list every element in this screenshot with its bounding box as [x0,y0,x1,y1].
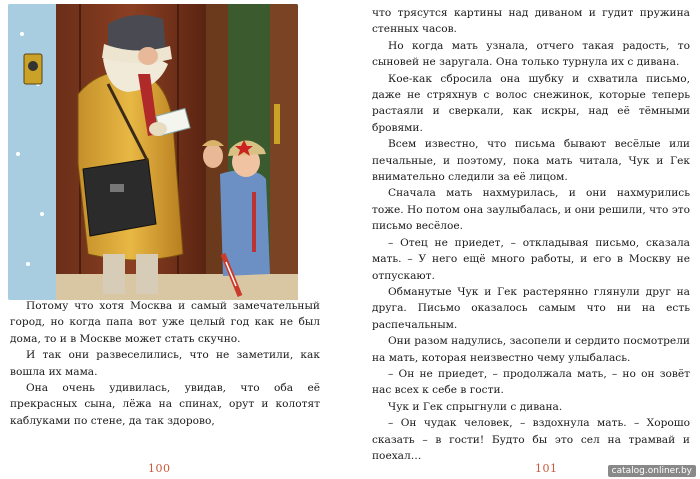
right-page-text [372,5,690,464]
paragraph: – Он чудак человек, – вздохнула мать. – Хорошо сказать – в гости! Будто бы это сел на трамвай и поехал… [372,417,690,462]
paragraph: Обманутые Чук и Гек растерянно глянули друг на друга. Письмо оказалось самым что ни на есть распечальным. [372,285,690,331]
paragraph: – Отец не приедет, – откладывая письмо, сказала мать. – У него ещё много работы, и его в Москву не отпускают. [372,236,690,282]
page-number-left: 100 [148,462,171,475]
paragraph: Но когда мать узнала, отчего такая радость, то сыновей не заругала. Она только турнула их с дивана. [372,39,690,69]
illustration-art [8,4,298,300]
watermark: catalog.onliner.by [608,465,696,477]
paragraph: Она очень удивилась, увидав, что оба её прекрасных сына, лёжа на спинах, орут и колотят каблуками по стене, да так здорово, [10,382,320,427]
page-number-right: 101 [535,462,558,475]
paragraph: Всем известно, что письма бывают весёлые или печальные, и поэтому, пока мать читала, Чук и Гек внимательно следили за её лицом. [372,138,690,184]
paragraph: Потому что хотя Москва и самый замечательный город, но когда папа вот уже целый год как не был дома, то и в Москве может стать скучно. [10,300,320,345]
paragraph: Кое-как сбросила она шубку и схватила письмо, даже не стряхнув с волос снежинок, которые теперь растаяли и сверкали, как искры, над её тёмными бровями. [372,72,690,134]
paragraph: – Он не приедет, – продолжала мать, – но он зовёт нас всех к себе в гости. [372,367,690,397]
illustration-postman-and-boys [8,4,298,300]
paragraph: что трясутся картины над диваном и гудит пружина стенных часов. [372,7,690,36]
paragraph: Они разом надулись, засопели и сердито посмотрели на мать, которая неизвестно чему улыбалась. [372,335,690,364]
paragraph: И так они развеселились, что не заметили, как вошла их мама. [10,349,320,378]
paragraph: Сначала мать нахмурилась, и они нахмурились тоже. Но потом она заулыбалась, и они решили, что это письмо весёлое. [372,187,690,233]
right-page [350,0,700,479]
paragraph: Чук и Гек спрыгнули с дивана. [388,400,563,413]
left-page-text [10,298,320,429]
